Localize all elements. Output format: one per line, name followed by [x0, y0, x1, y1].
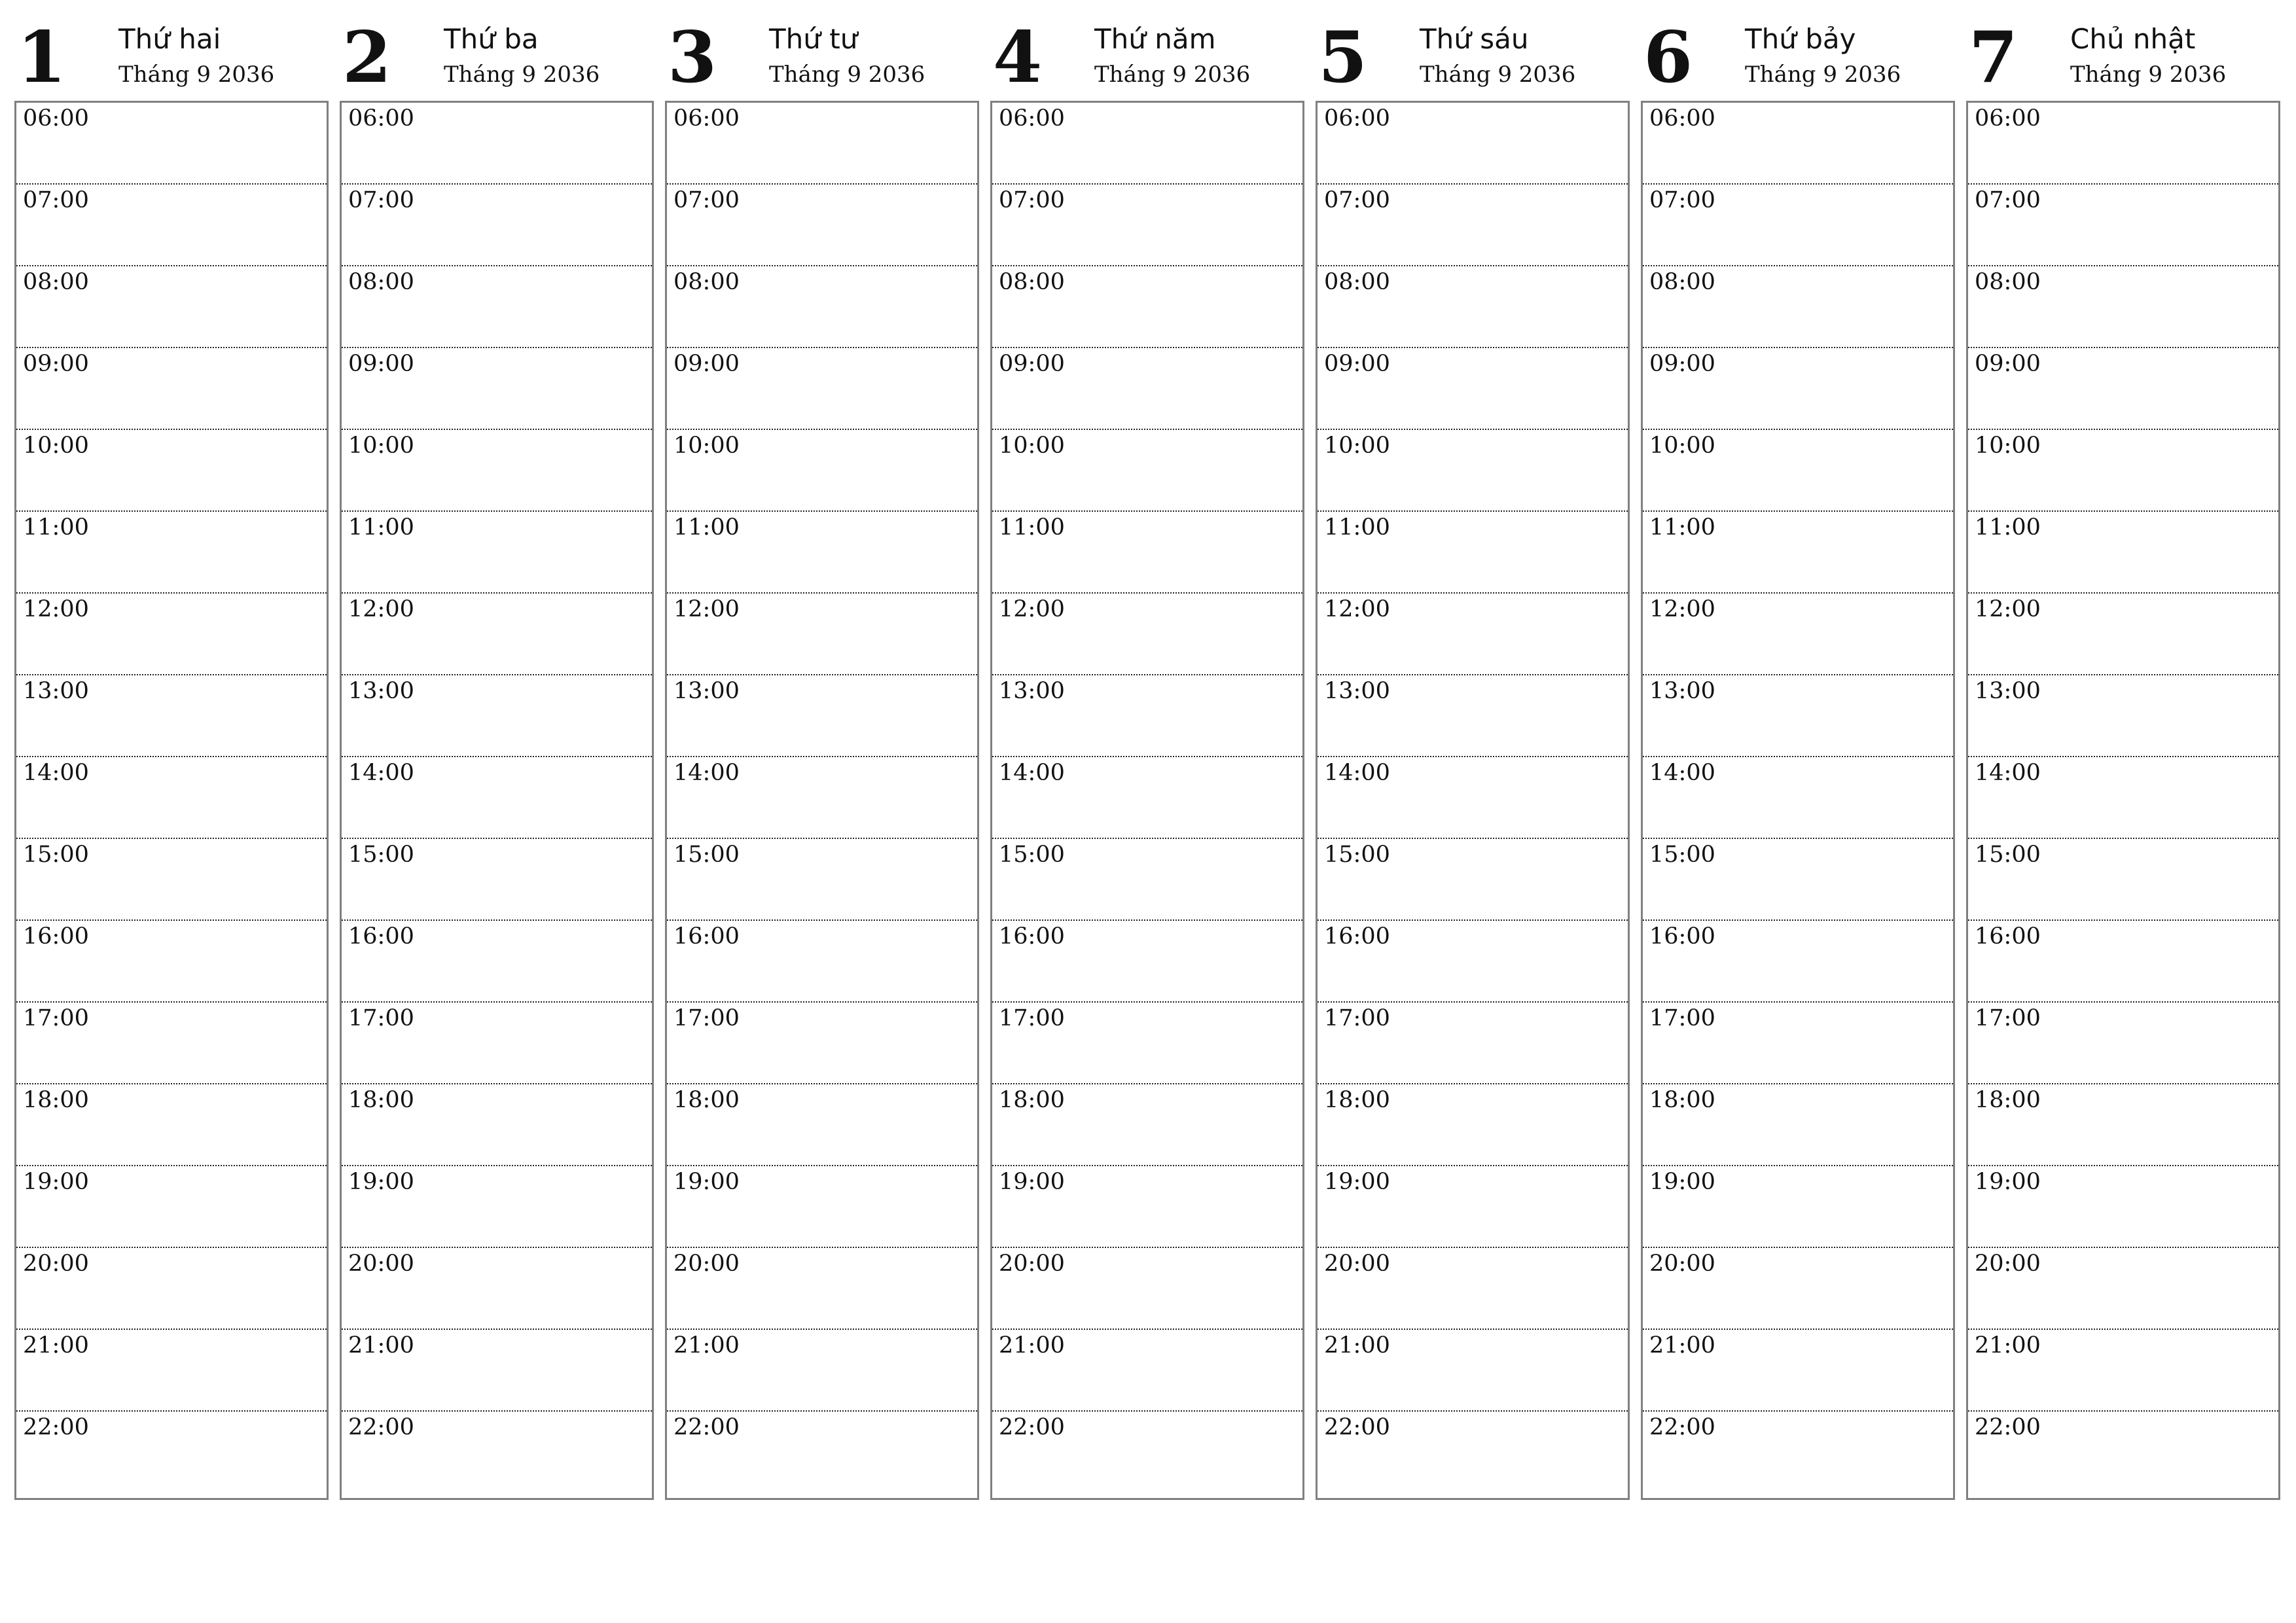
time-label: 15:00 — [1324, 842, 1390, 868]
time-slot[interactable] — [342, 512, 652, 594]
time-slot[interactable] — [992, 921, 1302, 1003]
hourly-schedule-box — [665, 101, 979, 1500]
time-label: 19:00 — [999, 1169, 1065, 1195]
time-label: 06:00 — [673, 105, 740, 132]
time-slot[interactable] — [667, 594, 977, 675]
time-slot[interactable] — [1318, 1003, 1628, 1084]
time-label: 21:00 — [23, 1332, 89, 1359]
time-slot[interactable] — [1968, 757, 2278, 839]
time-label: 16:00 — [1324, 923, 1390, 950]
time-label: 10:00 — [348, 433, 414, 459]
time-label: 13:00 — [348, 678, 414, 704]
time-slot[interactable] — [342, 266, 652, 348]
month-year-label: Tháng 9 2036 — [2070, 62, 2227, 88]
time-label: 17:00 — [999, 1005, 1065, 1031]
time-label: 07:00 — [673, 187, 740, 213]
time-slot[interactable] — [1318, 1330, 1628, 1412]
time-label: 14:00 — [999, 760, 1065, 786]
time-slot[interactable] — [342, 675, 652, 757]
time-label: 13:00 — [1324, 678, 1390, 704]
time-slot[interactable] — [342, 921, 652, 1003]
time-label: 12:00 — [1324, 596, 1390, 622]
time-slot[interactable] — [1968, 103, 2278, 185]
time-label: 06:00 — [1324, 105, 1390, 132]
time-label: 11:00 — [1975, 514, 2041, 541]
time-label: 19:00 — [673, 1169, 740, 1195]
time-label: 14:00 — [1649, 760, 1715, 786]
time-slot[interactable] — [342, 1412, 652, 1493]
time-slot[interactable] — [1643, 348, 1953, 430]
time-slot[interactable] — [667, 1330, 977, 1412]
time-label: 17:00 — [348, 1005, 414, 1031]
time-label: 22:00 — [999, 1414, 1065, 1440]
time-slot[interactable] — [1968, 430, 2278, 512]
time-slot[interactable] — [16, 266, 327, 348]
day-header — [340, 14, 653, 101]
time-label: 06:00 — [1975, 105, 2041, 132]
day-header — [14, 14, 327, 101]
time-label: 14:00 — [1324, 760, 1390, 786]
time-label: 09:00 — [1975, 351, 2041, 377]
time-label: 22:00 — [348, 1414, 414, 1440]
time-label: 11:00 — [673, 514, 740, 541]
time-label: 17:00 — [673, 1005, 740, 1031]
time-label: 18:00 — [999, 1087, 1065, 1113]
time-label: 21:00 — [1324, 1332, 1390, 1359]
hourly-schedule-box — [1966, 101, 2280, 1500]
month-year-label: Tháng 9 2036 — [118, 62, 275, 88]
time-slot[interactable] — [1968, 185, 2278, 266]
time-slot[interactable] — [667, 430, 977, 512]
time-label: 17:00 — [1324, 1005, 1390, 1031]
day-column — [340, 14, 653, 1500]
time-slot[interactable] — [16, 675, 327, 757]
day-number: 7 — [1969, 16, 2018, 99]
time-slot[interactable] — [1643, 430, 1953, 512]
time-label: 18:00 — [673, 1087, 740, 1113]
time-slot[interactable] — [16, 921, 327, 1003]
time-label: 16:00 — [1649, 923, 1715, 950]
time-slot[interactable] — [1318, 103, 1628, 185]
time-slot[interactable] — [1318, 185, 1628, 266]
time-label: 11:00 — [999, 514, 1065, 541]
time-label: 07:00 — [999, 187, 1065, 213]
time-label: 18:00 — [1649, 1087, 1715, 1113]
weekday-name: Thứ hai — [118, 23, 221, 55]
time-label: 22:00 — [23, 1414, 89, 1440]
time-slot[interactable] — [1643, 185, 1953, 266]
time-label: 09:00 — [1324, 351, 1390, 377]
time-slot[interactable] — [16, 1166, 327, 1248]
time-slot[interactable] — [1968, 1084, 2278, 1166]
time-label: 22:00 — [673, 1414, 740, 1440]
time-slot[interactable] — [992, 1248, 1302, 1330]
day-header — [1641, 14, 1954, 101]
time-label: 08:00 — [1975, 269, 2041, 295]
time-label: 13:00 — [999, 678, 1065, 704]
time-label: 08:00 — [23, 269, 89, 295]
time-slot[interactable] — [992, 1003, 1302, 1084]
time-slot[interactable] — [992, 348, 1302, 430]
time-slot[interactable] — [667, 348, 977, 430]
time-slot[interactable] — [342, 757, 652, 839]
time-slot[interactable] — [342, 839, 652, 921]
time-slot[interactable] — [16, 839, 327, 921]
time-label: 07:00 — [1975, 187, 2041, 213]
time-label: 13:00 — [673, 678, 740, 704]
time-label: 14:00 — [23, 760, 89, 786]
time-slot[interactable] — [1318, 757, 1628, 839]
day-number: 2 — [342, 16, 392, 99]
time-slot[interactable] — [992, 1412, 1302, 1493]
time-slot[interactable] — [1643, 512, 1953, 594]
time-slot[interactable] — [1968, 839, 2278, 921]
time-label: 18:00 — [348, 1087, 414, 1113]
time-slot[interactable] — [992, 1166, 1302, 1248]
time-slot[interactable] — [342, 1166, 652, 1248]
time-slot[interactable] — [1318, 430, 1628, 512]
time-label: 18:00 — [1975, 1087, 2041, 1113]
day-column — [14, 14, 327, 1500]
time-label: 07:00 — [23, 187, 89, 213]
time-label: 19:00 — [348, 1169, 414, 1195]
time-label: 17:00 — [23, 1005, 89, 1031]
time-label: 21:00 — [1975, 1332, 2041, 1359]
day-column — [1641, 14, 1954, 1500]
time-slot[interactable] — [16, 1248, 327, 1330]
time-slot[interactable] — [1643, 1248, 1953, 1330]
time-label: 12:00 — [673, 596, 740, 622]
hourly-schedule-box — [990, 101, 1304, 1500]
time-label: 10:00 — [23, 433, 89, 459]
weekday-name: Thứ năm — [1094, 23, 1216, 55]
time-label: 13:00 — [23, 678, 89, 704]
time-slot[interactable] — [16, 757, 327, 839]
time-slot[interactable] — [667, 103, 977, 185]
time-slot[interactable] — [342, 1003, 652, 1084]
time-slot[interactable] — [1318, 1248, 1628, 1330]
time-label: 15:00 — [673, 842, 740, 868]
time-label: 17:00 — [1975, 1005, 2041, 1031]
hourly-schedule-box — [1316, 101, 1630, 1500]
time-label: 16:00 — [999, 923, 1065, 950]
time-label: 22:00 — [1324, 1414, 1390, 1440]
time-slot[interactable] — [1968, 1330, 2278, 1412]
time-label: 09:00 — [348, 351, 414, 377]
time-label: 19:00 — [1324, 1169, 1390, 1195]
time-label: 19:00 — [23, 1169, 89, 1195]
time-slot[interactable] — [992, 512, 1302, 594]
time-label: 20:00 — [673, 1251, 740, 1277]
time-label: 16:00 — [348, 923, 414, 950]
time-slot[interactable] — [667, 185, 977, 266]
time-slot[interactable] — [992, 675, 1302, 757]
weekday-name: Thứ bảy — [1745, 23, 1856, 55]
time-slot[interactable] — [16, 1003, 327, 1084]
time-label: 21:00 — [1649, 1332, 1715, 1359]
time-label: 11:00 — [348, 514, 414, 541]
day-column — [665, 14, 978, 1500]
time-label: 15:00 — [23, 842, 89, 868]
time-label: 08:00 — [999, 269, 1065, 295]
time-label: 20:00 — [999, 1251, 1065, 1277]
time-label: 08:00 — [348, 269, 414, 295]
time-label: 18:00 — [23, 1087, 89, 1113]
time-slot[interactable] — [667, 1412, 977, 1493]
time-slot[interactable] — [1968, 675, 2278, 757]
time-slot[interactable] — [1968, 1003, 2278, 1084]
time-slot[interactable] — [1643, 1330, 1953, 1412]
time-label: 10:00 — [1649, 433, 1715, 459]
time-label: 12:00 — [23, 596, 89, 622]
month-year-label: Tháng 9 2036 — [769, 62, 925, 88]
time-slot[interactable] — [342, 1248, 652, 1330]
time-label: 16:00 — [23, 923, 89, 950]
weekday-name: Thứ ba — [444, 23, 539, 55]
time-slot[interactable] — [16, 1412, 327, 1493]
day-column — [990, 14, 1303, 1500]
time-slot[interactable] — [1968, 594, 2278, 675]
time-slot[interactable] — [992, 185, 1302, 266]
time-slot[interactable] — [667, 1248, 977, 1330]
time-label: 17:00 — [1649, 1005, 1715, 1031]
time-slot[interactable] — [1318, 348, 1628, 430]
time-label: 10:00 — [1975, 433, 2041, 459]
time-label: 20:00 — [1975, 1251, 2041, 1277]
time-slot[interactable] — [16, 103, 327, 185]
month-year-label: Tháng 9 2036 — [1745, 62, 1901, 88]
time-slot[interactable] — [1318, 1084, 1628, 1166]
time-label: 21:00 — [673, 1332, 740, 1359]
time-slot[interactable] — [1318, 839, 1628, 921]
time-label: 13:00 — [1649, 678, 1715, 704]
time-slot[interactable] — [667, 757, 977, 839]
time-label: 14:00 — [673, 760, 740, 786]
day-number: 3 — [668, 16, 717, 99]
time-slot[interactable] — [1643, 103, 1953, 185]
time-slot[interactable] — [667, 1166, 977, 1248]
weekday-name: Thứ tư — [769, 23, 858, 55]
time-slot[interactable] — [1318, 1412, 1628, 1493]
time-slot[interactable] — [992, 1330, 1302, 1412]
day-number: 1 — [17, 16, 67, 99]
time-label: 13:00 — [1975, 678, 2041, 704]
time-label: 06:00 — [23, 105, 89, 132]
time-slot[interactable] — [16, 430, 327, 512]
month-year-label: Tháng 9 2036 — [444, 62, 600, 88]
weekday-name: Thứ sáu — [1420, 23, 1529, 55]
time-label: 07:00 — [1649, 187, 1715, 213]
time-label: 08:00 — [673, 269, 740, 295]
time-label: 06:00 — [999, 105, 1065, 132]
time-label: 07:00 — [348, 187, 414, 213]
time-label: 19:00 — [1649, 1169, 1715, 1195]
time-label: 09:00 — [999, 351, 1065, 377]
time-slot[interactable] — [1643, 594, 1953, 675]
time-label: 16:00 — [673, 923, 740, 950]
time-label: 22:00 — [1975, 1414, 2041, 1440]
time-slot[interactable] — [342, 1084, 652, 1166]
time-label: 08:00 — [1324, 269, 1390, 295]
time-slot[interactable] — [1643, 839, 1953, 921]
time-slot[interactable] — [16, 185, 327, 266]
time-slot[interactable] — [1643, 1003, 1953, 1084]
time-label: 12:00 — [348, 596, 414, 622]
time-label: 12:00 — [1649, 596, 1715, 622]
day-header — [665, 14, 978, 101]
time-label: 22:00 — [1649, 1414, 1715, 1440]
time-slot[interactable] — [342, 185, 652, 266]
month-year-label: Tháng 9 2036 — [1094, 62, 1251, 88]
month-year-label: Tháng 9 2036 — [1420, 62, 1576, 88]
time-label: 12:00 — [999, 596, 1065, 622]
time-slot[interactable] — [1643, 675, 1953, 757]
time-label: 18:00 — [1324, 1087, 1390, 1113]
time-label: 14:00 — [348, 760, 414, 786]
time-slot[interactable] — [1643, 1412, 1953, 1493]
time-slot[interactable] — [667, 266, 977, 348]
time-label: 11:00 — [1649, 514, 1715, 541]
time-slot[interactable] — [992, 430, 1302, 512]
time-label: 11:00 — [23, 514, 89, 541]
day-number: 5 — [1318, 16, 1368, 99]
time-label: 20:00 — [1324, 1251, 1390, 1277]
time-slot[interactable] — [1968, 348, 2278, 430]
time-slot[interactable] — [1968, 1248, 2278, 1330]
day-column — [1316, 14, 1628, 1500]
time-slot[interactable] — [1643, 1166, 1953, 1248]
time-slot[interactable] — [1318, 921, 1628, 1003]
time-label: 09:00 — [23, 351, 89, 377]
hourly-schedule-box — [1641, 101, 1955, 1500]
time-label: 09:00 — [673, 351, 740, 377]
time-slot[interactable] — [1968, 921, 2278, 1003]
time-slot[interactable] — [1643, 921, 1953, 1003]
time-label: 12:00 — [1975, 596, 2041, 622]
time-label: 20:00 — [348, 1251, 414, 1277]
time-label: 20:00 — [23, 1251, 89, 1277]
time-slot[interactable] — [667, 839, 977, 921]
time-label: 06:00 — [1649, 105, 1715, 132]
time-label: 15:00 — [348, 842, 414, 868]
hourly-schedule-box — [340, 101, 654, 1500]
time-slot[interactable] — [1643, 1084, 1953, 1166]
time-label: 15:00 — [1975, 842, 2041, 868]
time-label: 15:00 — [1649, 842, 1715, 868]
time-label: 06:00 — [348, 105, 414, 132]
time-slot[interactable] — [992, 594, 1302, 675]
time-slot[interactable] — [1968, 266, 2278, 348]
time-slot[interactable] — [16, 594, 327, 675]
time-label: 20:00 — [1649, 1251, 1715, 1277]
weekday-name: Chủ nhật — [2070, 23, 2196, 55]
time-slot[interactable] — [342, 348, 652, 430]
time-label: 10:00 — [1324, 433, 1390, 459]
time-label: 19:00 — [1975, 1169, 2041, 1195]
time-slot[interactable] — [667, 675, 977, 757]
time-slot[interactable] — [667, 1084, 977, 1166]
time-label: 15:00 — [999, 842, 1065, 868]
time-slot[interactable] — [1968, 512, 2278, 594]
time-slot[interactable] — [992, 266, 1302, 348]
time-slot[interactable] — [1968, 1166, 2278, 1248]
time-slot[interactable] — [16, 1084, 327, 1166]
time-slot[interactable] — [1968, 1412, 2278, 1493]
time-slot[interactable] — [667, 512, 977, 594]
time-slot[interactable] — [1318, 675, 1628, 757]
time-slot[interactable] — [1318, 1166, 1628, 1248]
day-header — [1316, 14, 1628, 101]
time-slot[interactable] — [16, 1330, 327, 1412]
day-number: 6 — [1643, 16, 1693, 99]
time-slot[interactable] — [992, 757, 1302, 839]
time-label: 09:00 — [1649, 351, 1715, 377]
hourly-schedule-box — [14, 101, 329, 1500]
time-slot[interactable] — [342, 1330, 652, 1412]
time-label: 21:00 — [348, 1332, 414, 1359]
time-slot[interactable] — [1643, 266, 1953, 348]
time-slot[interactable] — [992, 839, 1302, 921]
time-label: 21:00 — [999, 1332, 1065, 1359]
time-label: 07:00 — [1324, 187, 1390, 213]
time-slot[interactable] — [16, 348, 327, 430]
time-label: 10:00 — [999, 433, 1065, 459]
time-label: 16:00 — [1975, 923, 2041, 950]
day-number: 4 — [993, 16, 1043, 99]
time-slot[interactable] — [16, 512, 327, 594]
day-header — [1966, 14, 2279, 101]
time-label: 11:00 — [1324, 514, 1390, 541]
time-slot[interactable] — [342, 103, 652, 185]
time-slot[interactable] — [667, 1003, 977, 1084]
time-slot[interactable] — [992, 103, 1302, 185]
time-slot[interactable] — [992, 1084, 1302, 1166]
day-column — [1966, 14, 2279, 1500]
time-label: 08:00 — [1649, 269, 1715, 295]
time-label: 10:00 — [673, 433, 740, 459]
day-header — [990, 14, 1303, 101]
time-slot[interactable] — [342, 430, 652, 512]
time-slot[interactable] — [667, 921, 977, 1003]
time-slot[interactable] — [342, 594, 652, 675]
weekly-planner — [14, 14, 2288, 1500]
time-slot[interactable] — [1318, 266, 1628, 348]
time-slot[interactable] — [1318, 512, 1628, 594]
time-slot[interactable] — [1643, 757, 1953, 839]
time-slot[interactable] — [1318, 594, 1628, 675]
time-label: 14:00 — [1975, 760, 2041, 786]
